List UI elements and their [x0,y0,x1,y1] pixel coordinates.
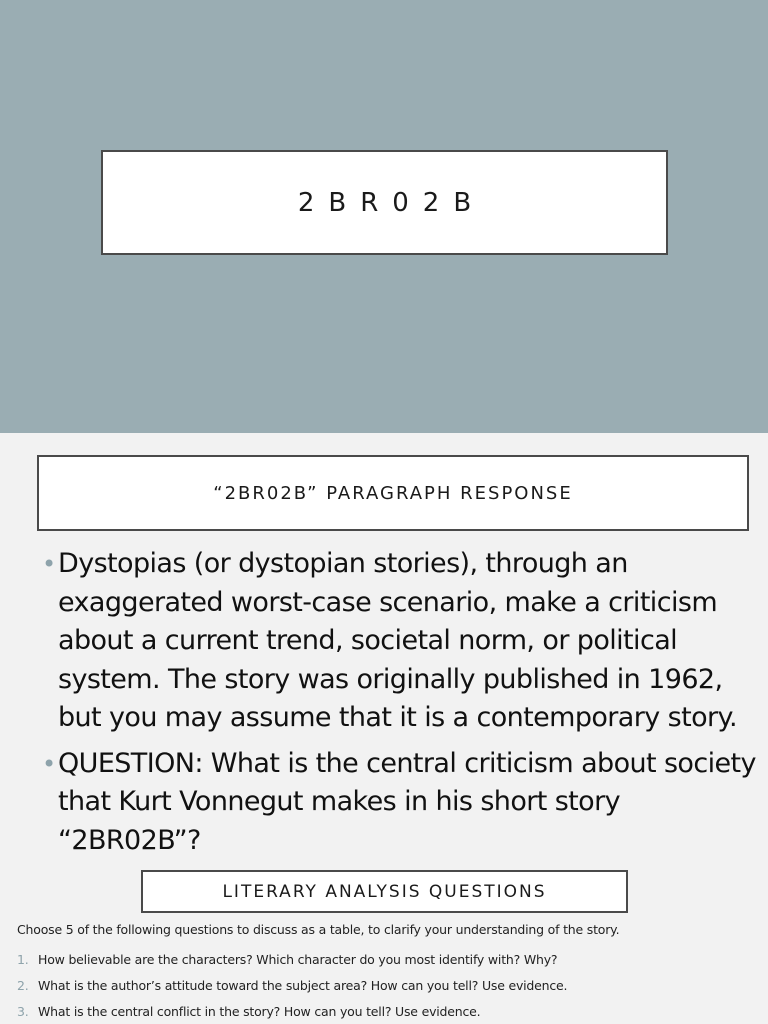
question-text: What is the central conflict in the story? How can you tell? Use evidence. [38,1004,481,1019]
heading-box [141,870,628,913]
intro-text: Choose 5 of the following questions to discuss as a table, to clarify your understanding of the story. [17,922,620,937]
list-item [17,999,567,1024]
slide-title: 2BR02B [297,187,486,218]
title-box [101,150,668,255]
bullet-text: Dystopias (or dystopian stories), through an exaggerated worst-case scenario, make a criticism about a current trend, societal norm, or political system. The story was originally published in 1962, but you may assume that it is a contemporary story. [58,548,737,733]
slide-heading: “2BR02B” PARAGRAPH RESPONSE [213,482,573,504]
list-item [17,973,567,999]
heading-box [37,455,749,531]
question-list [17,947,567,1024]
bullet-item [42,545,762,738]
paragraph-response-slide [0,433,768,867]
list-item [17,947,567,973]
slide-heading: LITERARY ANALYSIS QUESTIONS [222,881,547,902]
bullet-icon: • [42,550,56,578]
list-number: 1. [17,952,29,967]
bullet-item [42,745,762,861]
bullet-list [42,545,762,867]
title-slide [0,0,768,433]
question-text: How believable are the characters? Which character do you most identify with? Why? [38,952,558,967]
list-number: 3. [17,1004,29,1019]
question-text: What is the author’s attitude toward the subject area? How can you tell? Use evidence. [38,978,568,993]
bullet-icon: • [42,749,56,778]
bullet-text: QUESTION: What is the central criticism about society that Kurt Vonnegut makes in his short story “2BR02B”? [58,747,756,856]
literary-analysis-slide [0,867,768,1024]
list-number: 2. [17,978,29,993]
